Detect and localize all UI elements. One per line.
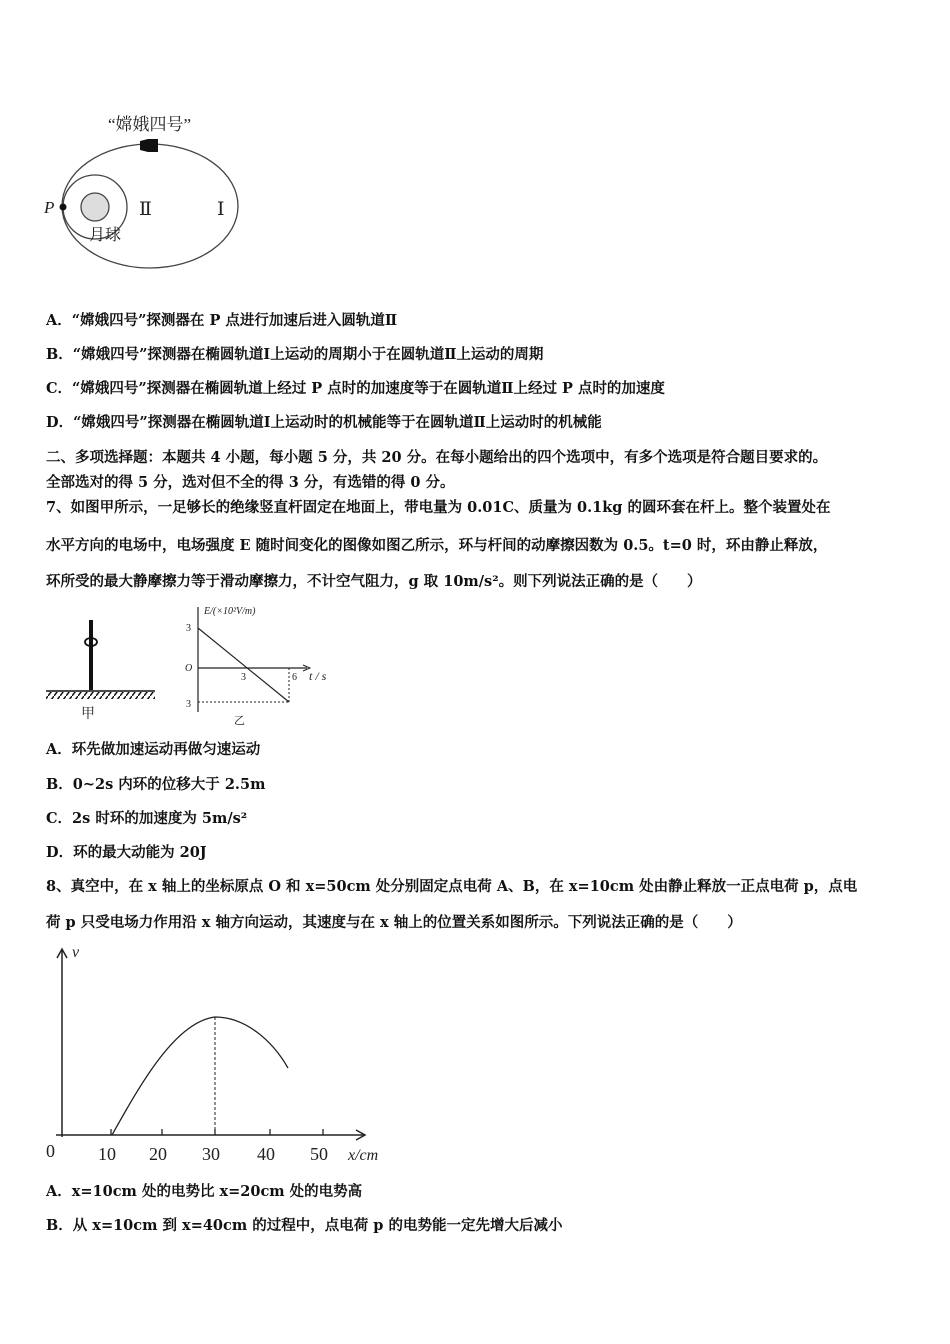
probe-icon [140,139,158,152]
x-tick-30: 30 [202,1144,220,1164]
q6-option-a: A．“嫦娥四号”探测器在 P 点进行加速后进入圆轨道Ⅱ [46,312,398,329]
q7-figures [0,595,360,735]
orbit-i-label: Ⅰ [217,199,225,220]
e-tick-top: 3 [186,623,191,634]
figure-yi-e-t-graph [185,606,327,727]
x-tick-marks [111,1129,323,1135]
q7-option-b: B．0~2s 内环的位移大于 2.5m [46,776,266,793]
q8-option-a: A．x=10cm 处的电势比 x=20cm 处的电势高 [46,1183,363,1200]
x-axis-label: x/cm [348,1147,379,1164]
x-tick-50: 50 [310,1144,328,1164]
vertical-rod [89,620,93,690]
section2-scoring: 全部选对的得 5 分，选对但不全的得 3 分，有选错的得 0 分。 [46,474,455,491]
t-axis-label: t / s [309,669,327,683]
q7-option-a: A．环先做加速运动再做匀速运动 [46,741,261,758]
figure-jia [46,620,155,722]
x-tick-10: 10 [98,1144,116,1164]
e-t-line [198,628,289,702]
probe-label: “嫦娥四号” [108,115,192,134]
x-tick-20: 20 [149,1144,167,1164]
t-tick-6: 6 [292,672,297,683]
point-p-label: P [44,198,55,217]
q8-option-b: B．从 x=10cm 到 x=40cm 的过程中，点电荷 p 的电势能一定先增大后减小 [46,1217,563,1234]
q7-option-c: C．2s 时环的加速度为 5m/s² [46,810,248,827]
q8-stem-line1: 8、真空中，在 x 轴上的坐标原点 O 和 x=50cm 处分别固定点电荷 A、B，在 x=10cm 处由静止释放一正点电荷 p，点电 [46,878,858,895]
q7-stem-line3: 环所受的最大静摩擦力等于滑动摩擦力，不计空气阻力，g 取 10m/s²。则下列说法正确的是（ ） [46,573,702,590]
q8-v-x-graph [0,940,400,1170]
point-p [60,204,67,211]
figure-yi-label: 乙 [234,715,245,727]
orbit-ii-label: Ⅱ [139,199,152,220]
e-tick-bottom: 3 [186,699,191,710]
origin-label: O [185,663,193,674]
moon-label: 月球 [89,227,122,244]
section2-heading: 二、多项选择题：本题共 4 小题，每小题 5 分，共 20 分。在每小题给出的四个选项中，有多个选项是符合题目要求的。 [46,449,828,466]
x-tick-0: 0 [46,1141,55,1161]
q6-option-b: B．“嫦娥四号”探测器在椭圆轨道Ⅰ上运动的周期小于在圆轨道Ⅱ上运动的周期 [46,346,544,363]
v-axis-label: v [72,944,80,961]
t-tick-3: 3 [241,672,246,683]
velocity-curve [112,1017,288,1135]
q7-option-d: D．环的最大动能为 20J [46,844,207,861]
q7-stem-line1: 7、如图甲所示，一足够长的绝缘竖直杆固定在地面上，带电量为 0.01C、质量为 0.1kg 的圆环套在杆上。整个装置处在 [46,499,831,516]
q8-stem-line2: 荷 p 只受电场力作用沿 x 轴方向运动，其速度与在 x 轴上的位置关系如图所示。下列说法正确的是（ ） [46,914,742,931]
x-tick-40: 40 [257,1144,275,1164]
moon [81,193,109,221]
e-axis-label: E/(×10²V/m) [204,606,256,617]
ground-hatch [46,692,155,699]
figure-jia-label: 甲 [81,707,95,722]
q7-stem-line2: 水平方向的电场中，电场强度 E 随时间变化的图像如图乙所示，环与杆间的动摩擦因数为 0.5。t=0 时，环由静止释放， [46,537,828,554]
q6-option-c: C．“嫦娥四号”探测器在椭圆轨道上经过 P 点时的加速度等于在圆轨道Ⅱ上经过 P 点时的加速度 [46,380,665,397]
q6-option-d: D．“嫦娥四号”探测器在椭圆轨道Ⅰ上运动时的机械能等于在圆轨道Ⅱ上运动时的机械能 [46,414,602,431]
orbit-figure [0,0,300,290]
